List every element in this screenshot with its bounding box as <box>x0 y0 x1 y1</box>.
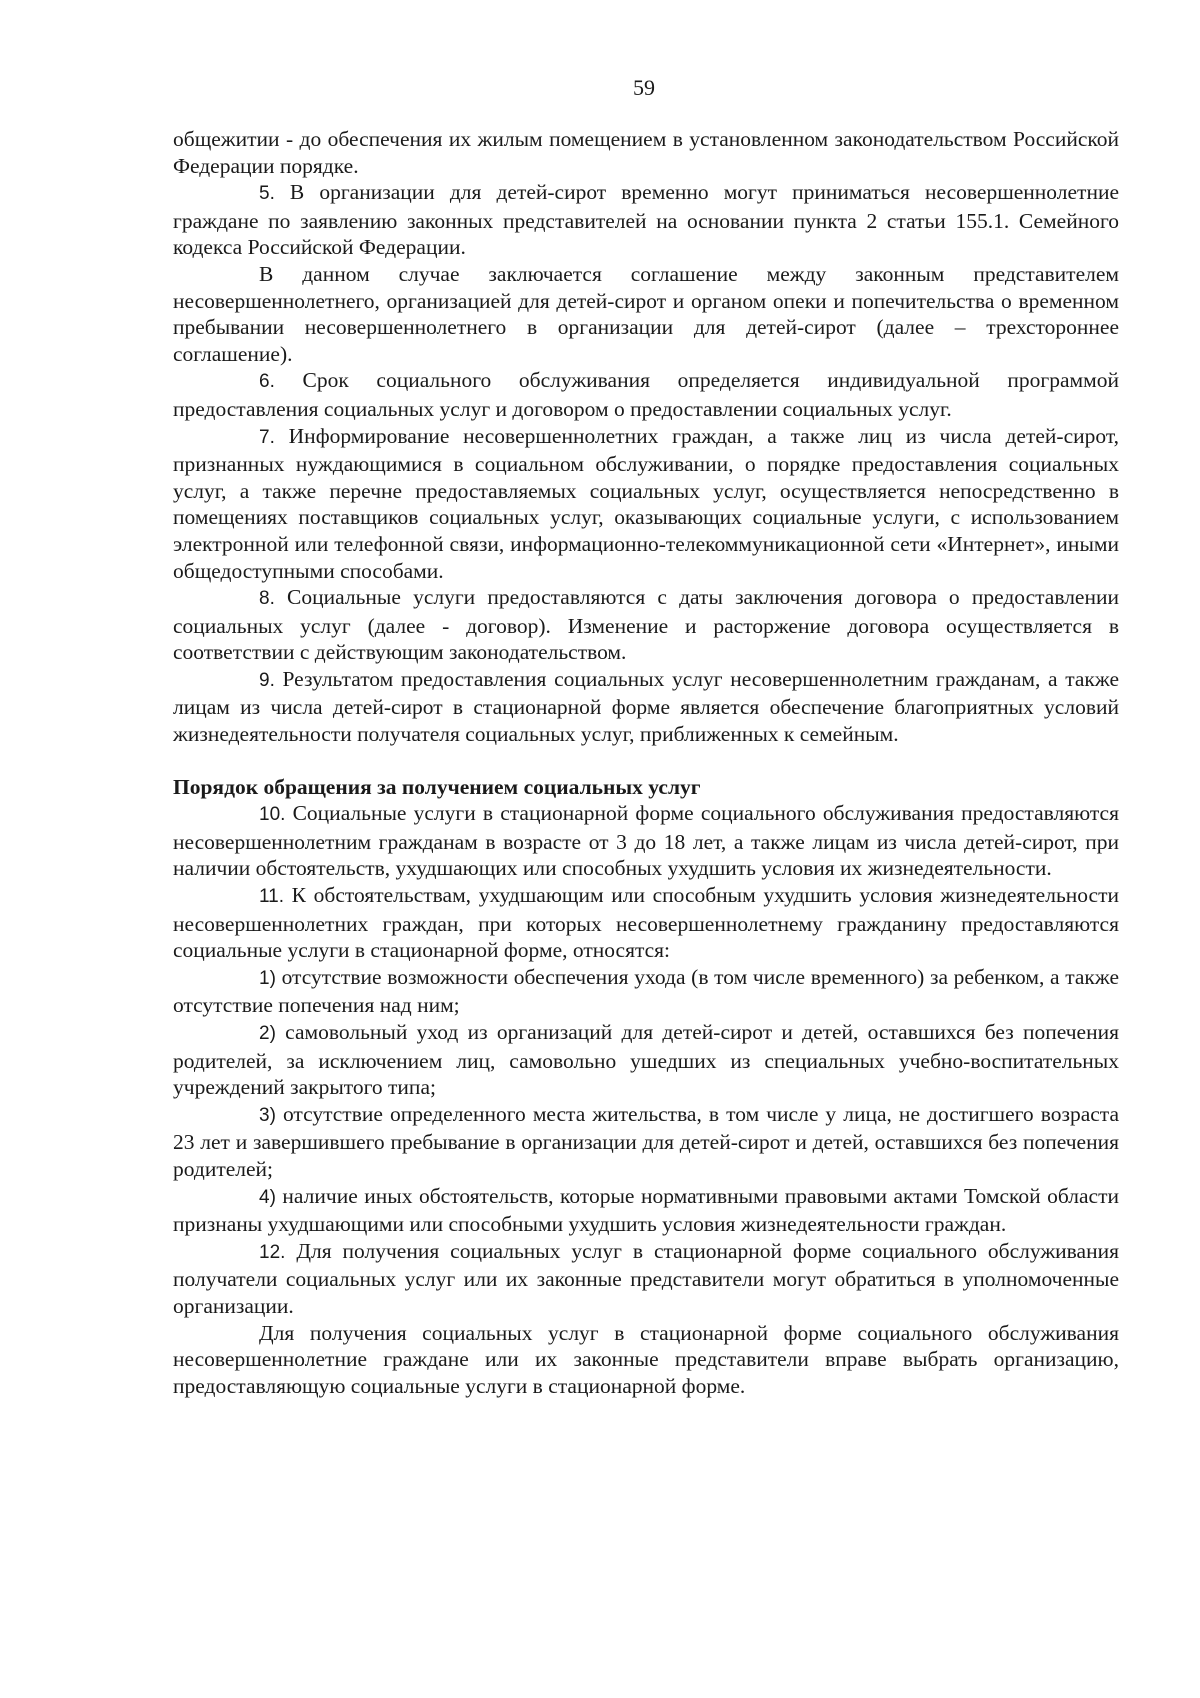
paragraph-text: Результатом предоставления социальных услуг несовершеннолетним гражданам, а также лицам из числа детей-сирот в стационарной форме является обеспечение благоприятных условий жизнедеятельности получателя социальных услуг, приближенных к семейным. <box>173 666 1119 747</box>
paragraph-number: 6. <box>259 371 275 393</box>
page-number: 59 <box>633 75 655 100</box>
paragraph-text: отсутствие определенного места жительства, в том числе у лица, не достигшего возраста 23 лет и завершившего пребывание в организации для детей-сирот и детей, оставшихся без попечения родителей; <box>173 1101 1119 1181</box>
paragraph-number: 3) <box>259 1104 276 1126</box>
paragraph-number: 1) <box>259 967 276 989</box>
paragraph-text: В данном случае заключается соглашение между законным представителем несовершеннолетнего, организацией для детей-сирот и органом опеки и попечительства о временном пребывании несовершеннолетнего в организации для детей-сирот (далее – трехстороннее соглашение). <box>173 261 1119 366</box>
paragraph-number: 7. <box>259 426 275 448</box>
paragraph-number: 8. <box>259 588 275 610</box>
paragraph <box>173 126 1119 179</box>
paragraph <box>173 584 1119 666</box>
paragraph-number: 10. <box>259 804 286 826</box>
paragraph-text: отсутствие возможности обеспечения ухода (в том числе временного) за ребенком, а также отсутствие попечения над ним; <box>173 964 1119 1018</box>
paragraph-text: Для получения социальных услуг в стационарной форме социального обслуживания несовершеннолетние граждане или их законные представители вправе выбрать организацию, предоставляющую социальные услуги в стационарной форме. <box>173 1320 1119 1398</box>
paragraphs-after-heading <box>173 800 1119 1399</box>
paragraph-text: Срок социального обслуживания определяется индивидуальной программой предоставления социальных услуг и договором о предоставлении социальных услуг. <box>173 368 1119 421</box>
paragraph <box>173 800 1119 882</box>
paragraph-number: 2) <box>259 1023 276 1044</box>
paragraph <box>173 1238 1119 1320</box>
paragraph <box>173 179 1119 261</box>
paragraph-text: самовольный уход из организаций для детей-сирот и детей, оставшихся без попечения родителей, за исключением лиц, самовольно ушедших из специальных учебно-воспитательных учреждений закрытого типа; <box>173 1020 1119 1100</box>
paragraph <box>173 261 1119 367</box>
paragraph-text: общежитии - до обеспечения их жилым помещением в установленном законодательством Российской Федерации порядке. <box>173 127 1119 178</box>
paragraph-text: В организации для детей-сирот временно могут приниматься несовершеннолетние граждане по заявлению законных представителей на основании пункта 2 статьи 155.1. Семейного кодекса Российской Федерации. <box>173 180 1119 260</box>
paragraph <box>173 964 1119 1019</box>
paragraph <box>173 1183 1119 1238</box>
paragraph-number: 11. <box>259 886 285 908</box>
paragraph-text: Информирование несовершеннолетних граждан, а также лиц из числа детей-сирот, признанных нуждающимися в социальном обслуживании, о порядке предоставления социальных услуг, а также перечне предоставляемых социальных услуг, осуществляется непосредственно в помещениях поставщиков социальных услуг, оказывающих социальные услуги, с использованием электронной или телефонной связи, информационно-телекоммуникационной сети «Интернет», иными общедоступными способами. <box>173 423 1119 583</box>
paragraph-text: Для получения социальных услуг в стационарной форме социального обслуживания получатели социальных услуг или их законные представители могут обратиться в уполномоченные организации. <box>173 1238 1119 1318</box>
paragraphs-before-heading <box>173 126 1119 748</box>
paragraph <box>173 367 1119 422</box>
paragraph-text: Социальные услуги в стационарной форме социального обслуживания предоставляются несовершеннолетним гражданам в возрасте от 3 до 18 лет, а также лицам из числа детей-сирот, при наличии обстоятельств, ухудшающих или способных ухудшить условия их жизнедеятельности. <box>173 801 1119 881</box>
document-body <box>173 126 1119 1399</box>
paragraph-number: 5. <box>259 183 275 205</box>
paragraph <box>173 882 1119 964</box>
paragraph-number: 9. <box>259 669 275 691</box>
paragraph-text: К обстоятельствам, ухудшающим или способным ухудшить условия жизнедеятельности несовершеннолетних граждан, при которых несовершеннолетнему гражданину предоставляются социальные услуги в стационарной форме, относятся: <box>173 883 1119 963</box>
paragraph <box>173 1019 1119 1101</box>
paragraph-text: наличие иных обстоятельств, которые нормативными правовыми актами Томской области признаны ухудшающими или способными ухудшить условия жизнедеятельности граждан. <box>173 1183 1119 1237</box>
paragraph <box>173 1101 1119 1183</box>
section-heading: Порядок обращения за получением социальных услуг <box>173 774 701 799</box>
paragraph-number: 4) <box>259 1186 276 1208</box>
paragraph-number: 12. <box>259 1241 286 1263</box>
paragraph <box>173 1320 1119 1400</box>
paragraph <box>173 423 1119 585</box>
paragraph <box>173 666 1119 748</box>
paragraph-text: Социальные услуги предоставляются с даты заключения договора о предоставлении социальных услуг (далее - договор). Изменение и расторжение договора осуществляется в соответствии с действующим законодательством. <box>173 585 1119 665</box>
